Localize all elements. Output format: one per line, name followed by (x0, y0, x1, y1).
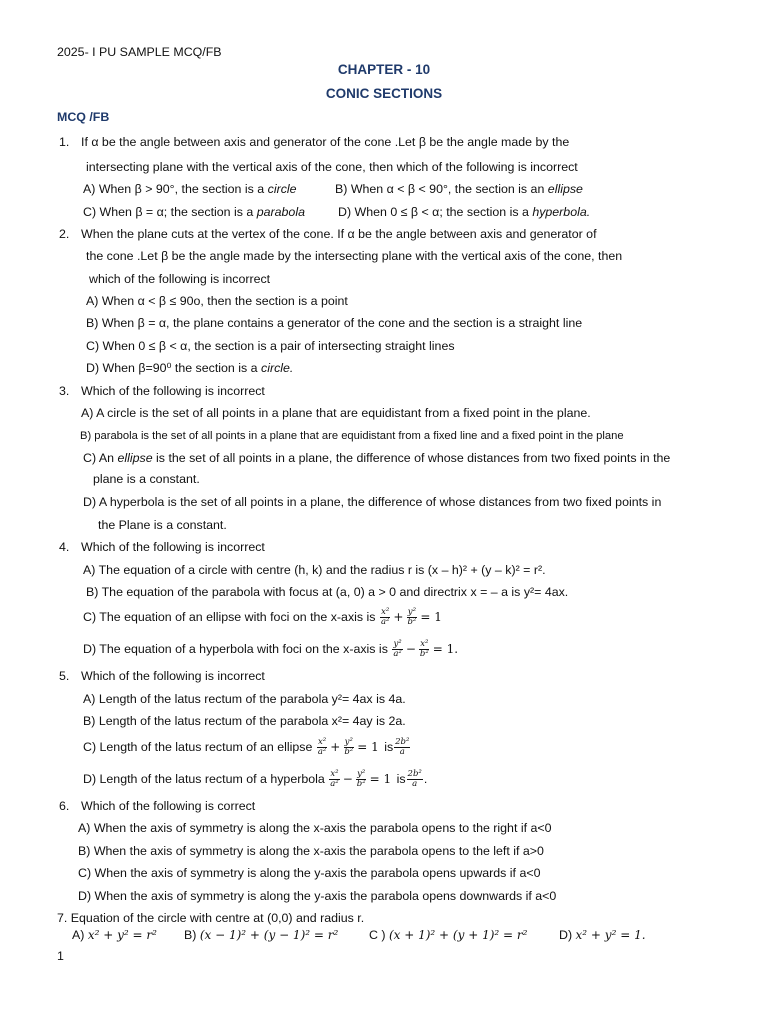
option-c: C) An ellipse is the set of all points in a plane, the difference of whose distances from two fixed points in the (83, 451, 671, 465)
option-d: D) The equation of a hyperbola with foci on the x-axis is $\frac{\text{y²}}{\text{a²}}$ − $\frac{\text{x²}}{\text{b²}}$ = 1. (83, 639, 459, 660)
page-number: 1 (57, 949, 64, 963)
option-c: C) When 0 ≤ β < α, the section is a pair of intersecting straight lines (86, 339, 455, 353)
option-c-cont: plane is a constant. (93, 472, 200, 486)
option-b: B) parabola is the set of all points in a plane that are equidistant from a fixed line and a fixed point in the plane (80, 430, 624, 442)
option-a: A) When β > 90°, the section is a circle (83, 182, 297, 196)
option-c: C ) (x + 1)² + (y + 1)² = r² (369, 928, 528, 942)
fraction: $\frac{\text{x²}}{\text{a²}}$ (317, 737, 327, 758)
option-b: B) When the axis of symmetry is along the x-axis the parabola opens to the left if a>0 (78, 844, 544, 858)
option-a: A) x² + y² = r² (72, 928, 157, 942)
question-text: Which of the following is incorrect (81, 540, 265, 554)
option-c: C) The equation of an ellipse with foci on the x-axis is $\frac{\text{x²}}{\text{a²}}$ + $\frac{\text{y²}}{\text{b²}}$ = 1 (83, 607, 442, 628)
chapter-heading: CHAPTER - 10 (337, 62, 431, 77)
option-b: B) (x − 1)² + (y − 1)² = r² (184, 928, 339, 942)
option-c: C) Length of the latus rectum of an ellipse $\frac{\text{x²}}{\text{a²}}$ + $\frac{\text{y²}}{\text{b²}}$ = 1 is $\frac{\text{2b²}}{a}$ (83, 737, 410, 758)
option-b: B) When β = α, the plane contains a generator of the cone and the section is a straight line (86, 316, 583, 330)
option-b: B) When α < β < 90°, the section is an ellipse (335, 182, 583, 196)
fraction: $\frac{\text{y²}}{\text{b²}}$ (356, 769, 366, 790)
fraction: $\frac{\text{x²}}{\text{a²}}$ (380, 607, 390, 628)
option-d: D) Length of the latus rectum of a hyperbola $\frac{\text{x²}}{\text{a²}}$ − $\frac{\text{y²}}{\text{b²}}$ = 1 is $\frac{\text{2b²}}{a}$ . (83, 769, 428, 790)
chapter-title: CONIC SECTIONS (325, 86, 443, 101)
question-text: If α be the angle between axis and generator of the cone .Let β be the angle made by the (81, 135, 570, 149)
question-number: 1. (59, 135, 70, 149)
question-number: 6. (59, 799, 70, 813)
question-number: 3. (59, 384, 70, 398)
question-text: the cone .Let β be the angle made by the intersecting plane with the vertical axis of the cone, then (86, 249, 623, 263)
option-a: A) Length of the latus rectum of the parabola y²= 4ax is 4a. (83, 692, 406, 706)
question-text: Which of the following is correct (81, 799, 256, 813)
question-number: 4. (59, 540, 70, 554)
option-a: A) A circle is the set of all points in a plane that are equidistant from a fixed point in the plane. (81, 406, 591, 420)
option-a: A) When the axis of symmetry is along the x-axis the parabola opens to the right if a<0 (78, 821, 552, 835)
option-a: A) When α < β ≤ 90o, then the section is a point (86, 294, 348, 308)
option-d: D) When the axis of symmetry is along the y-axis the parabola opens downwards if a<0 (78, 889, 557, 903)
fraction: $\frac{\text{y²}}{\text{b²}}$ (344, 737, 354, 758)
question-number: 5. (59, 669, 70, 683)
option-d: D) A hyperbola is the set of all points in a plane, the difference of whose distances from two fixed points in (83, 495, 662, 509)
option-a: A) The equation of a circle with centre (h, k) and the radius r is (x – h)² + (y – k)² = r². (83, 563, 546, 577)
option-c: C) When β = α; the section is a parabola (83, 205, 305, 219)
question-number: 2. (59, 227, 70, 241)
question-text: which of the following is incorrect (89, 272, 271, 286)
question-text: When the plane cuts at the vertex of the cone. If α be the angle between axis and generator of (81, 227, 597, 241)
option-c: C) When the axis of symmetry is along the y-axis the parabola opens upwards if a<0 (78, 866, 541, 880)
page-header: 2025- I PU SAMPLE MCQ/FB (57, 45, 222, 59)
fraction: $\frac{\text{y²}}{\text{a²}}$ (393, 639, 402, 660)
fraction: $\frac{\text{2b²}}{a}$ (407, 769, 422, 790)
option-d: D) x² + y² = 1. (559, 928, 646, 942)
question-text: 7. Equation of the circle with centre at (0,0) and radius r. (57, 911, 365, 925)
option-d-cont: the Plane is a constant. (98, 518, 227, 532)
fraction: $\frac{\text{2b²}}{a}$ (395, 737, 410, 758)
option-b: B) The equation of the parabola with focus at (a, 0) a > 0 and directrix x = – a is y²= 4ax. (86, 585, 569, 599)
option-b: B) Length of the latus rectum of the parabola x²= 4ay is 2a. (83, 714, 406, 728)
option-d: D) When 0 ≤ β < α; the section is a hyperbola. (338, 205, 591, 219)
option-d: D) When β=90⁰ the section is a circle. (86, 361, 294, 375)
question-text: Which of the following is incorrect (81, 384, 265, 398)
question-text: intersecting plane with the vertical axis of the cone, then which of the following is incorrect (86, 160, 578, 174)
question-text: Which of the following is incorrect (81, 669, 265, 683)
section-heading: MCQ /FB (57, 110, 110, 124)
fraction: $\frac{\text{y²}}{\text{b²}}$ (407, 607, 417, 628)
fraction: $\frac{\text{x²}}{\text{a²}}$ (330, 769, 339, 790)
fraction: $\frac{\text{x²}}{\text{b²}}$ (419, 639, 429, 660)
